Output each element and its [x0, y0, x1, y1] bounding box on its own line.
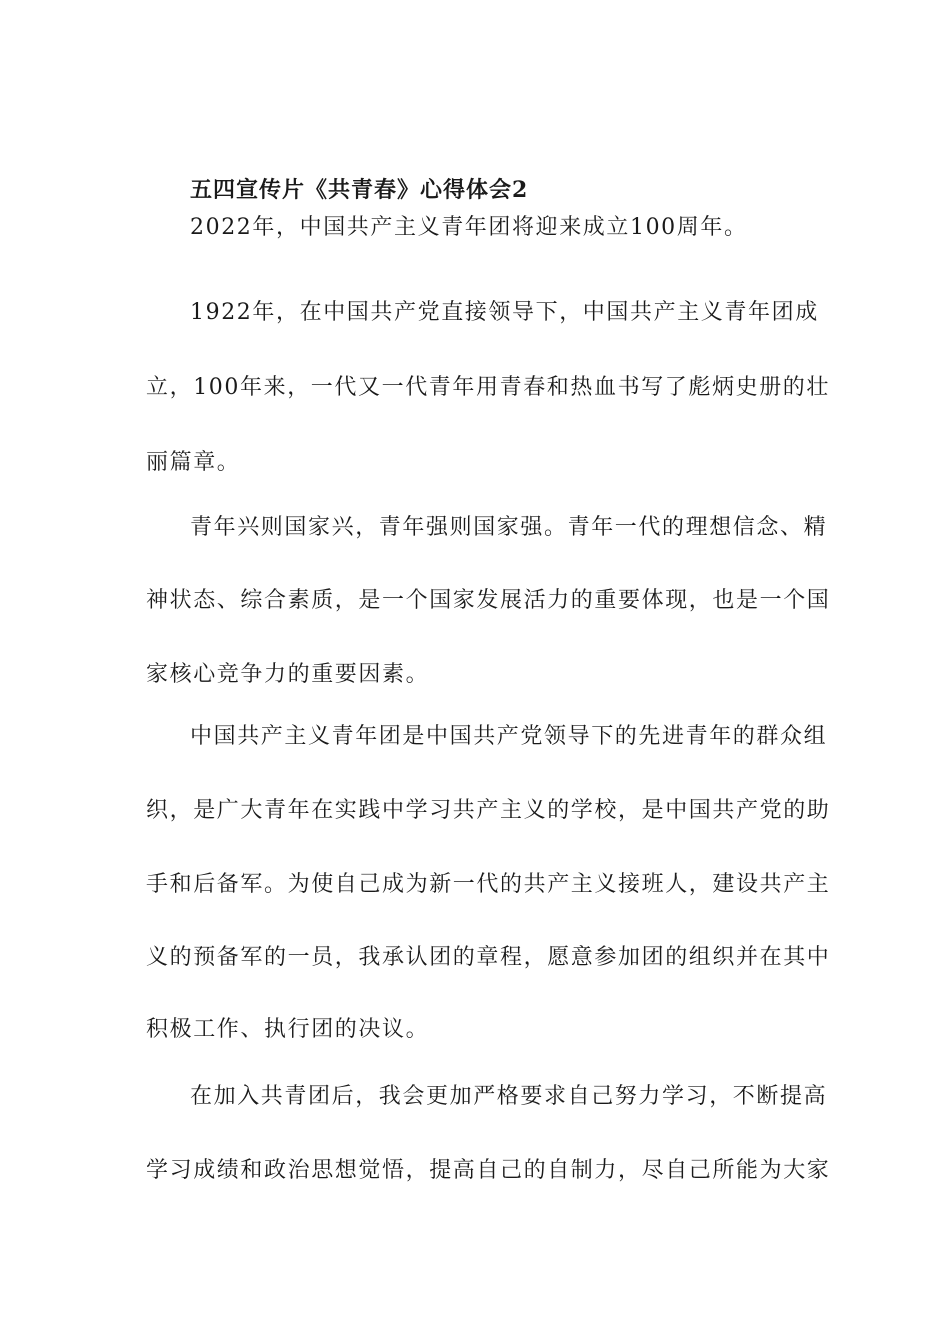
paragraph-line: 学习成绩和政治思想觉悟，提高自己的自制力，尽自己所能为大家	[146, 1158, 831, 1183]
paragraph-line: 家核心竞争力的重要因素。	[146, 662, 430, 687]
document-title: 五四宣传片《共青春》心得体会2	[190, 177, 529, 203]
paragraph-line: 在加入共青团后，我会更加严格要求自己努力学习，不断提高	[190, 1084, 828, 1109]
paragraph-line: 立，100年来，一代又一代青年用青春和热血书写了彪炳史册的壮	[146, 375, 830, 400]
paragraph-line: 神状态、综合素质，是一个国家发展活力的重要体现，也是一个国	[146, 588, 831, 613]
paragraph-line: 手和后备军。为使自己成为新一代的共产主义接班人，建设共产主	[146, 872, 831, 897]
paragraph-line: 义的预备军的一员，我承认团的章程，愿意参加团的组织并在其中	[146, 945, 831, 970]
paragraph-line: 织，是广大青年在实践中学习共产主义的学校，是中国共产党的助	[146, 798, 831, 823]
paragraph-line: 中国共产主义青年团是中国共产党领导下的先进青年的群众组	[190, 724, 828, 749]
paragraph-line: 2022年，中国共产主义青年团将迎来成立100周年。	[190, 215, 748, 240]
paragraph-line: 1922年，在中国共产党直接领导下，中国共产主义青年团成	[190, 300, 819, 325]
paragraph-line: 丽篇章。	[146, 450, 241, 475]
paragraph-line: 青年兴则国家兴，青年强则国家强。青年一代的理想信念、精	[190, 515, 828, 540]
paragraph-line: 积极工作、执行团的决议。	[146, 1017, 430, 1042]
